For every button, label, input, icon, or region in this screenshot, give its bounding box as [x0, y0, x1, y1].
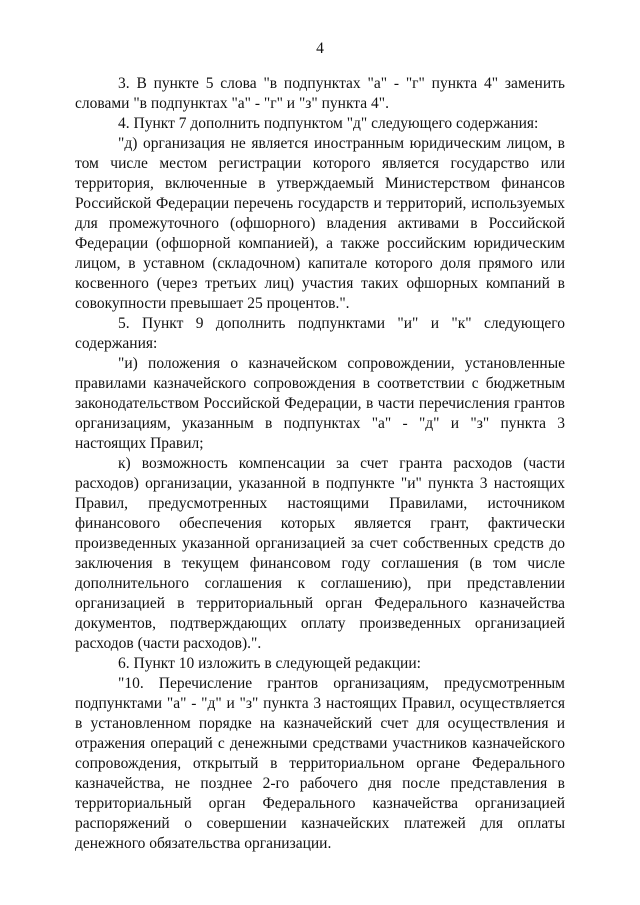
paragraph-subpoint-d: "д) организация не является иностранным юридическим лицом, в том числе местом регистрации которого является государство или территория, включенные в утверждаемый Министерством финансов Российской Федерации перечень государств и территорий, используемых для промежуточного (офшорного) владения активами в Российской Федерации (офшорной компанией), а также российским юридическим лицом, в уставном (складочном) капитале которого доля прямого или косвенного (через третьих лиц) участия таких офшорных компаний в совокупности превышает 25 процентов.".	[75, 135, 565, 312]
paragraph-item-5: 5. Пункт 9 дополнить подпунктами "и" и "к" следующего содержания:	[75, 315, 565, 352]
paragraph-item-6: 6. Пункт 10 изложить в следующей редакции:	[118, 655, 421, 672]
paragraph-point-10: "10. Перечисление грантов организациям, предусмотренным подпунктами "а" - "д" и "з" пункта 3 настоящих Правил, осуществляется в установленном порядке на казначейский счет для осуществления и отражения операций с денежными средствами участников казначейского сопровождения, открытый в территориальном органе Федерального казначейства, не позднее 2-го рабочего дня после представления в территориальный орган Федерального казначейства организацией распоряжений о совершении казначейских платежей для оплаты денежного обязательства организации.	[75, 675, 565, 852]
paragraph-subpoint-i: "и) положения о казначейском сопровождении, установленные правилами казначейского сопровождения в соответствии с бюджетным законодательством Российской Федерации, в части перечисления грантов организациям, указанным в подпунктах "а" - "д" и "з" пункта 3 настоящих Правил;	[75, 355, 565, 452]
paragraph-item-4: 4. Пункт 7 дополнить подпунктом "д" следующего содержания:	[118, 115, 539, 132]
paragraph-subpoint-k: к) возможность компенсации за счет гранта расходов (части расходов) организации, указанной в подпункте "и" пункта 3 настоящих Правил, предусмотренных настоящими Правилами, источником финансового обеспечения которых является грант, фактически произведенных указанной организацией за счет собственных средств до заключения в текущем финансовом году соглашения (в том числе дополнительного соглашения к соглашению), при представлении организацией в территориальный орган Федерального казначейства документов, подтверждающих оплату произведенных организацией расходов (части расходов).".	[75, 455, 565, 652]
page-number: 4	[316, 40, 324, 57]
paragraph-item-3: 3. В пункте 5 слова "в подпунктах "а" - "г" пункта 4" заменить словами "в подпунктах "а" - "г" и "з" пункта 4".	[75, 75, 565, 112]
document-body	[75, 74, 565, 854]
